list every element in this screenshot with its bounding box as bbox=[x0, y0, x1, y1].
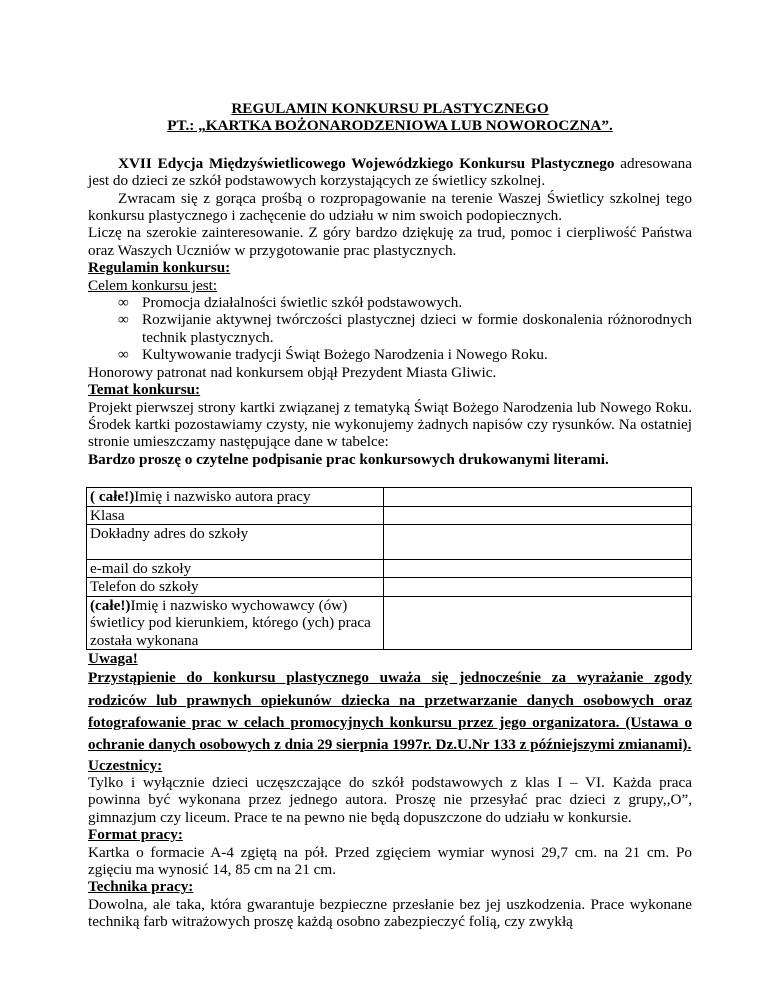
author-label: Imię i nazwisko autora pracy bbox=[134, 488, 311, 506]
class-label-cell: Klasa bbox=[87, 506, 384, 524]
author-value-cell bbox=[384, 488, 692, 506]
notice-text: Przystąpienie do konkursu plastycznego uważa się jednocześnie za wyrażanie zgody rodziców lub prawnych opiekunów dziecka na przetwarzanie danych osobowych oraz fotografowanie prac w celach promocyjnych konkursu przez jego organizatora. (Ustawa o ochranie danych osobowych z dnia 29 sierpnia 1997r. Dz.U.Nr 133 z późniejszymi zmianami). bbox=[88, 669, 692, 754]
table-row bbox=[87, 578, 692, 596]
format-text: Kartka o formacie A-4 zgiętą na pół. Przed zgięciem wymiar wynosi 29,7 cm. na 21 cm. Po zgięciu ma wynosić 14, 85 cm na 21 cm. bbox=[88, 843, 692, 878]
patronage-text: Honorowy patronat nad konkursem objął Prezydent Miasta Gliwic. bbox=[88, 363, 497, 381]
address-value-cell bbox=[384, 524, 692, 559]
technique-text: Dowolna, ale taka, która gwarantuje bezpieczne przesłanie bez jej uszkodzenia. Prace wykonane techniką farb witrażowych proszę każdą osobno zabezpieczyć folią, czy zwykłą bbox=[88, 895, 692, 931]
topic-request: Bardzo proszę o czytelne podpisanie prac konkursowych drukowanymi literami. bbox=[88, 450, 609, 468]
author-data-table bbox=[86, 487, 692, 650]
author-prefix: ( całe!) bbox=[90, 488, 135, 506]
rules-heading: Regulamin konkursu: bbox=[88, 259, 231, 277]
goals-heading: Celem konkursu jest: bbox=[88, 276, 218, 294]
phone-label-cell: Telefon do szkoły bbox=[87, 578, 384, 596]
notice-heading: Uwaga! bbox=[88, 649, 138, 667]
thanks-paragraph: Liczę na szerokie zainteresowanie. Z góry bardzo dziękuję za trud, pomoc i cierpliwość Państwa oraz Waszych Uczniów w przygotowanie prac plastycznych. bbox=[88, 224, 692, 259]
infinity-bullet-icon: ∞ bbox=[118, 346, 129, 364]
goal-item bbox=[118, 294, 692, 311]
email-value-cell bbox=[384, 559, 692, 577]
table-row bbox=[87, 524, 692, 559]
intro-paragraph bbox=[88, 155, 692, 190]
document-page bbox=[88, 100, 692, 931]
table-row bbox=[87, 506, 692, 524]
goal-text: Rozwijanie aktywnej twórczości plastycznej dzieci w formie doskonalenia różnorodnych technik plastycznych. bbox=[142, 311, 692, 346]
technique-heading: Technika pracy: bbox=[88, 878, 194, 896]
phone-value-cell bbox=[384, 578, 692, 596]
table-row bbox=[87, 559, 692, 577]
edition-rest: adresowana jest do dzieci ze szkół podstawowych korzystających ze świetlicy szkolnej. bbox=[88, 154, 692, 190]
email-label-cell: e-mail do szkoły bbox=[87, 559, 384, 577]
goal-item bbox=[118, 346, 692, 363]
goal-text: Kultywowanie tradycji Świąt Bożego Narodzenia i Nowego Roku. bbox=[142, 346, 548, 364]
participants-text: Tylko i wyłącznie dzieci uczęszczające do szkół podstawowych z klas I – VI. Każda praca powinna być wykonana przez jednego autora. Proszę nie przesyłać prac dzieci z grupy,,O”, gimnazjum czy liceum. Prace te na pewno nie będą dopuszczone do udziału w konkursie. bbox=[88, 773, 692, 826]
address-label-cell: Dokładny adres do szkoły bbox=[87, 524, 384, 559]
teacher-label: Imię i nazwisko wychowawcy (ów) świetlicy pod kierunkiem, którego (ych) praca została wykonana bbox=[90, 596, 371, 649]
topic-text: Projekt pierwszej strony kartki związanej z tematyką Świąt Bożego Narodzenia lub Nowego Roku. Środek kartki pozostawiamy czysty, nie wykonujemy żadnych napisów czy rysunków. Na ostatniej stronie umieszczamy następujące dane w tabelce: bbox=[88, 398, 692, 451]
table-row bbox=[87, 596, 692, 649]
teacher-prefix: (całe!) bbox=[90, 596, 131, 614]
goal-item bbox=[118, 311, 692, 346]
author-label-cell bbox=[87, 488, 384, 506]
teacher-label-cell bbox=[87, 596, 384, 649]
title-line-2: PT.: „KARTKA BOŻONARODZENIOWA LUB NOWOROCZNA”. bbox=[167, 117, 613, 135]
infinity-bullet-icon: ∞ bbox=[118, 294, 129, 312]
infinity-bullet-icon: ∞ bbox=[118, 311, 129, 329]
topic-heading: Temat konkursu: bbox=[88, 381, 201, 399]
title-line-1: REGULAMIN KONKURSU PLASTYCZNEGO bbox=[231, 100, 549, 117]
goals-list bbox=[88, 294, 692, 364]
spacer bbox=[88, 135, 692, 155]
class-value-cell bbox=[384, 506, 692, 524]
teacher-value-cell bbox=[384, 596, 692, 649]
participants-heading: Uczestnicy: bbox=[88, 756, 163, 774]
appeal-paragraph: Zwracam się z gorąca prośbą o rozpropagowanie na terenie Waszej Świetlicy szkolnej tego konkursu plastycznego i zachęcenie do udziału w nim swoich podopiecznych. bbox=[88, 189, 692, 225]
edition-text: XVII Edycja Międzyświetlicowego Wojewódzkiego Konkursu Plastycznego bbox=[118, 154, 615, 172]
table-row bbox=[87, 488, 692, 506]
format-heading: Format pracy: bbox=[88, 826, 183, 844]
goal-text: Promocja działalności świetlic szkół podstawowych. bbox=[142, 294, 463, 312]
